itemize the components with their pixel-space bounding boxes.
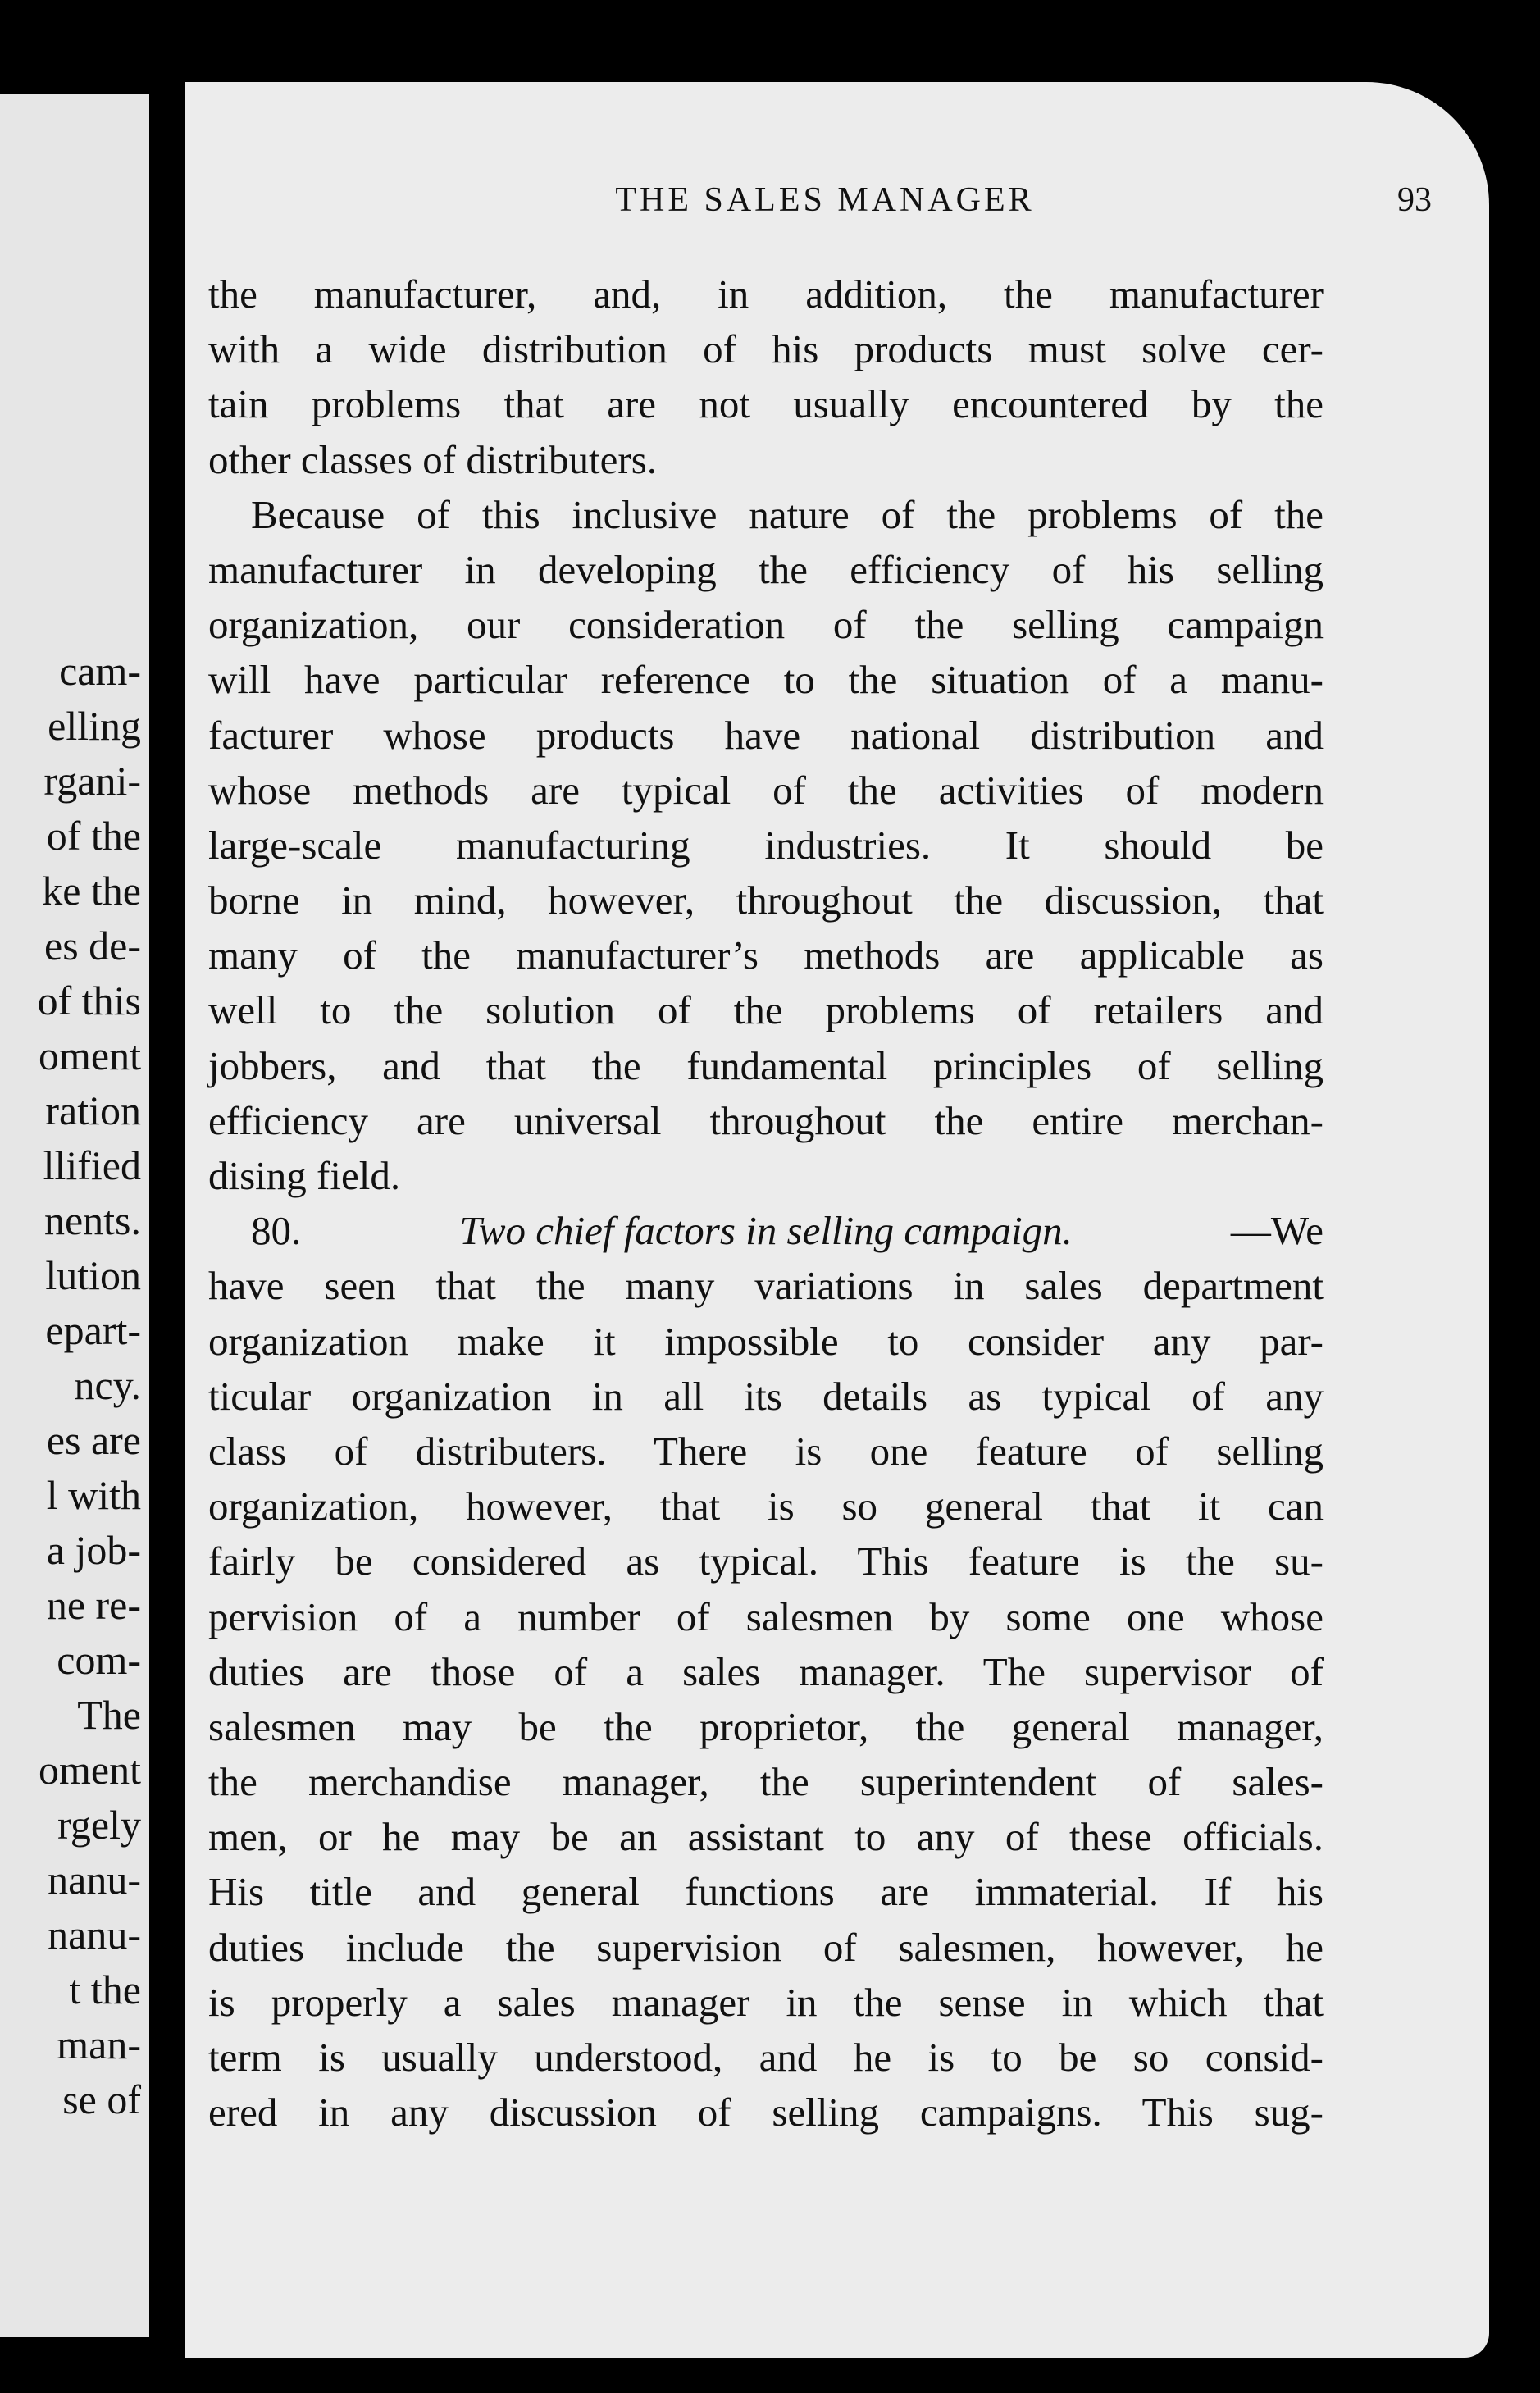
text-line: whose methods are typical of the activities of modern: [208, 767, 1324, 813]
text-line: borne in mind, however, throughout the discussion, that: [208, 877, 1324, 923]
right-book-page: [185, 82, 1489, 2358]
text-line: organization, our consideration of the selling campaign: [208, 602, 1324, 648]
left-fragment-line: lution: [45, 1252, 141, 1298]
left-fragment-line: oment: [39, 1747, 141, 1793]
text-line: well to the solution of the problems of retailers and: [208, 987, 1324, 1033]
text-line: men, or he may be an assistant to any of these officials.: [208, 1814, 1324, 1860]
left-fragment-line: rgani-: [43, 758, 141, 804]
text-line: the merchandise manager, the superintendent of sales-: [208, 1759, 1324, 1805]
left-fragment-line: com-: [57, 1637, 141, 1683]
left-fragment-line: epart-: [45, 1307, 141, 1353]
left-fragment-line: es de-: [44, 923, 141, 969]
text-line: is properly a sales manager in the sense in which that: [208, 1979, 1324, 2025]
text-line: many of the manufacturer’s methods are applicable as: [208, 932, 1324, 978]
left-fragment-line: ke the: [42, 868, 141, 914]
left-fragment-line: rgely: [57, 1802, 141, 1848]
left-fragment-line: man-: [57, 2022, 141, 2067]
left-fragment-line: se of: [62, 2076, 141, 2122]
section-heading: [208, 1203, 1324, 1258]
text-line: ticular organization in all its details as typical of any: [208, 1373, 1324, 1419]
text-line: tain problems that are not usually encountered by the: [208, 381, 1324, 427]
left-fragment-line: oment: [39, 1032, 141, 1078]
paragraph-first-line: Because of this inclusive nature of the problems of the: [251, 491, 1324, 537]
text-line: ered in any discussion of selling campaigns. This sug-: [208, 2090, 1324, 2135]
text-line: facturer whose products have national distribution and: [208, 712, 1324, 758]
text-line: large-scale manufacturing industries. It should be: [208, 822, 1324, 868]
text-line: dising field.: [208, 1153, 401, 1198]
left-fragment-line: llified: [43, 1142, 141, 1188]
left-fragment-line: nanu-: [48, 1857, 141, 1903]
running-header: [218, 180, 1432, 238]
text-line: jobbers, and that the fundamental principles of selling: [208, 1042, 1324, 1088]
text-line: will have particular reference to the situation of a manu-: [208, 657, 1324, 703]
text-line: salesmen may be the proprietor, the general manager,: [208, 1703, 1324, 1749]
text-line: organization make it impossible to consider any par-: [208, 1318, 1324, 1364]
section-number: 80.: [251, 1208, 302, 1254]
left-fragment-line: ne re-: [46, 1582, 141, 1628]
text-line: manufacturer in developing the efficiency of his selling: [208, 546, 1324, 592]
text-line: duties include the supervision of salesmen, however, he: [208, 1924, 1324, 1970]
text-line: with a wide distribution of his products must solve cer-: [208, 326, 1324, 372]
left-fragment-line: es are: [46, 1417, 141, 1463]
text-line: have seen that the many variations in sales department: [208, 1263, 1324, 1309]
left-fragment-line: nents.: [43, 1197, 141, 1243]
text-line: duties are those of a sales manager. The supervisor of: [208, 1648, 1324, 1694]
section-title: Two chief factors in selling campaign.: [459, 1208, 1073, 1254]
left-facing-page: [0, 94, 149, 2337]
left-fragment-line: t the: [69, 1967, 141, 2012]
left-fragment-line: l with: [46, 1472, 141, 1518]
text-line: fairly be considered as typical. This feature is the su-: [208, 1538, 1324, 1584]
left-fragment-line: of this: [37, 978, 141, 1023]
left-fragment-line: a job-: [46, 1527, 141, 1573]
left-fragment-line: ration: [45, 1087, 141, 1133]
text-line: pervision of a number of salesmen by some one whose: [208, 1593, 1324, 1639]
text-line: the manufacturer, and, in addition, the manufacturer: [208, 271, 1324, 317]
text-line: His title and general functions are immaterial. If his: [208, 1869, 1324, 1915]
body-text: [208, 267, 1324, 2140]
left-fragment-line: cam-: [59, 648, 141, 694]
left-fragment-line: elling: [48, 703, 141, 749]
page-number: 93: [1397, 181, 1432, 219]
text-line: class of distributers. There is one feature of selling: [208, 1428, 1324, 1474]
left-fragment-line: of the: [46, 813, 141, 859]
left-fragment-line: The: [77, 1692, 141, 1738]
running-title: THE SALES MANAGER: [615, 181, 1035, 219]
section-lead-text: —We: [1230, 1208, 1324, 1254]
text-line: term is usually understood, and he is to be so consid-: [208, 2035, 1324, 2080]
text-line: organization, however, that is so general that it can: [208, 1484, 1324, 1529]
text-line: efficiency are universal throughout the entire merchan-: [208, 1097, 1324, 1143]
left-fragment-line: nanu-: [48, 1912, 141, 1958]
text-line: other classes of distributers.: [208, 436, 658, 482]
left-fragment-line: ncy.: [74, 1362, 141, 1408]
book-gutter-shadow: [149, 107, 185, 2354]
left-page-text-fragments: [38, 644, 141, 2127]
